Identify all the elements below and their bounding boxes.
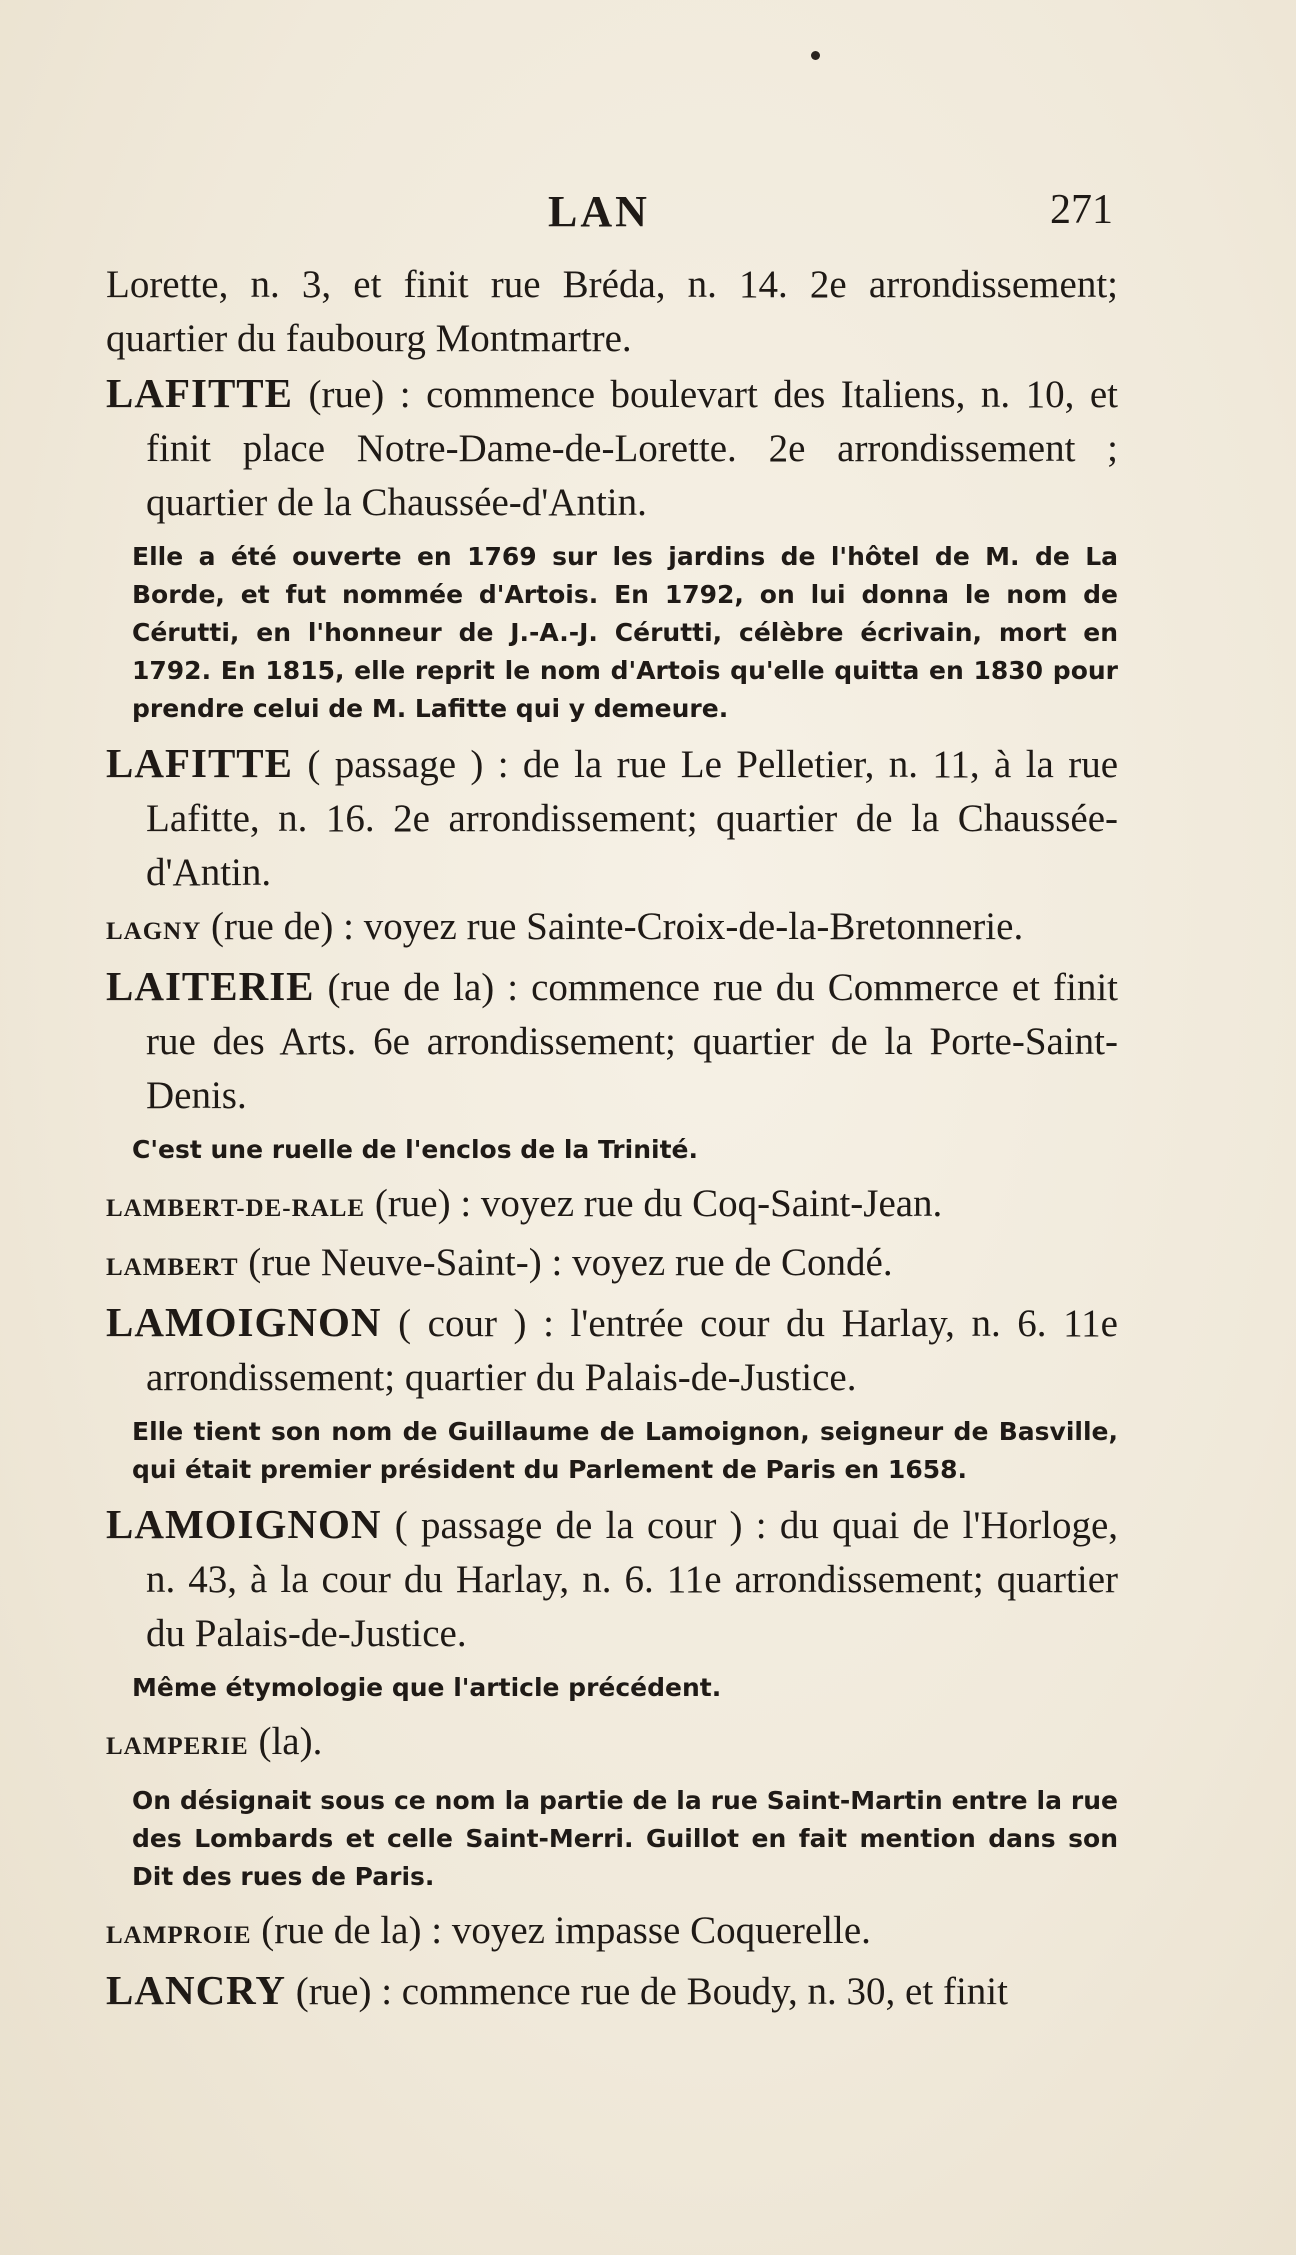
entry-headword: LAMPERIE: [106, 1733, 249, 1760]
entry-text: (rue de la) : commence rue du Commerce et finit rue des Arts. 6e arrondissement; quartier de la Porte-Saint-Denis.: [146, 966, 1118, 1117]
entry-lafitte-passage: [106, 736, 1118, 900]
entry-headword: LAMOIGNON: [106, 1501, 382, 1547]
entry-text: (rue Neuve-Saint-) : voyez rue de Condé.: [248, 1241, 893, 1284]
entry-lambert: [106, 1236, 1118, 1295]
running-head: [0, 186, 1296, 246]
entry-headword: LAFITTE: [106, 370, 293, 416]
entry-lambert-de-rale: [106, 1177, 1118, 1236]
entry-text: Lorette, n. 3, et finit rue Bréda, n. 14. 2e arrondissement; quartier du faubourg Montmartre.: [106, 263, 1118, 360]
entry-lamproie: [106, 1904, 1118, 1963]
entry-note: Elle a été ouverte en 1769 sur les jardins de l'hôtel de M. de La Borde, et fut nommée d'Artois. En 1792, on lui donna le nom de Cérutti, en l'honneur de J.-A.-J. Cérutti, célèbre écrivain, mort en 1792. En 1815, elle reprit le nom d'Artois qu'elle quitta en 1830 pour prendre celui de M. Lafitte qui y demeure.: [132, 542, 1118, 723]
entry-lagny: [106, 900, 1118, 959]
entry-text: (rue de) : voyez rue Sainte-Croix-de-la-Bretonnerie.: [211, 905, 1024, 948]
entry-lancry: [106, 1963, 1118, 2019]
entry-headword: LAFITTE: [106, 740, 293, 786]
entry-text: (rue) : commence rue de Boudy, n. 30, et finit: [295, 1970, 1008, 2013]
page-number: 271: [1050, 187, 1113, 233]
entry-note: Même étymologie que l'article précédent.: [132, 1673, 722, 1702]
entry-headword: LAMBERT: [106, 1254, 239, 1281]
entry-text: ( cour ) : l'entrée cour du Harlay, n. 6. 11e arrondissement; quartier du Palais-de-Justice.: [146, 1302, 1118, 1399]
ink-speck: [811, 51, 820, 60]
entry-lamperie: [106, 1715, 1118, 1774]
entry-headword: LANCRY: [106, 1967, 286, 2013]
entry-lamoignon-passage: [106, 1497, 1118, 1661]
entry-laiterie: [106, 959, 1118, 1123]
entry-headword: LAMOIGNON: [106, 1299, 382, 1345]
entry-headword: LAITERIE: [106, 963, 315, 1009]
entry-text: (rue) : voyez rue du Coq-Saint-Jean.: [374, 1182, 943, 1225]
entry-lamoignon-cour: [106, 1295, 1118, 1405]
running-title: LAN: [548, 187, 650, 236]
entry-continuation: [106, 258, 1118, 366]
entry-text: (la).: [258, 1720, 323, 1763]
entry-text: (rue de la) : voyez impasse Coquerelle.: [261, 1909, 871, 1952]
entry-note: C'est une ruelle de l'enclos de la Trinité.: [132, 1135, 698, 1164]
page-body: [106, 258, 1118, 2019]
entry-headword: LAGNY: [106, 918, 202, 945]
entry-text: ( passage de la cour ) : du quai de l'Horloge, n. 43, à la cour du Harlay, n. 6. 11e arrondissement; quartier du Palais-de-Justice.: [146, 1504, 1119, 1655]
entry-text: ( passage ) : de la rue Le Pelletier, n. 11, à la rue Lafitte, n. 16. 2e arrondissement; quartier de la Chaussée-d'Antin.: [146, 743, 1118, 894]
entry-note: On désignait sous ce nom la partie de la rue Saint-Martin entre la rue des Lombards et celle Saint-Merri. Guillot en fait mention dans son Dit des rues de Paris.: [132, 1786, 1118, 1891]
entry-text: (rue) : commence boulevart des Italiens, n. 10, et finit place Notre-Dame-de-Lorette. 2e arrondissement ; quartier de la Chaussée-d'Antin.: [146, 373, 1119, 524]
entry-note: Elle tient son nom de Guillaume de Lamoignon, seigneur de Basville, qui était premier président du Parlement de Paris en 1658.: [132, 1417, 1118, 1484]
entry-headword: LAMBERT-DE-RALE: [106, 1195, 366, 1222]
entry-lafitte-rue: [106, 366, 1118, 530]
entry-headword: LAMPROIE: [106, 1922, 252, 1949]
